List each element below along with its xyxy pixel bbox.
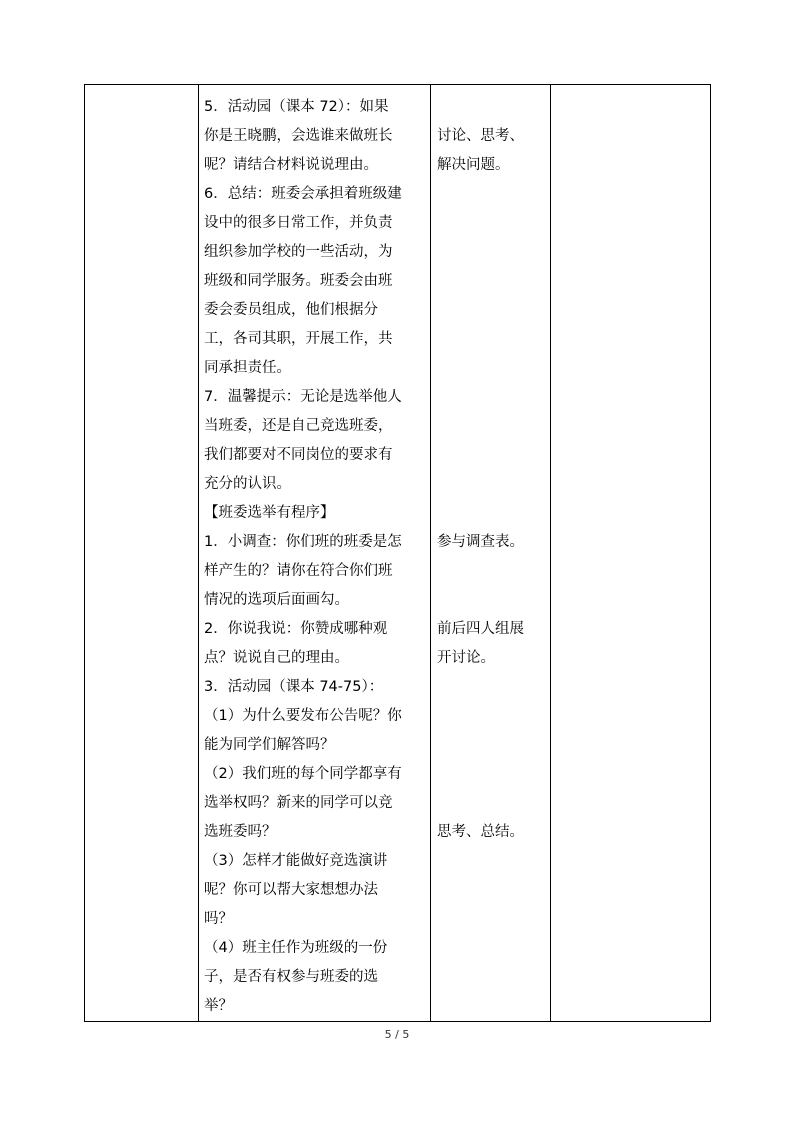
- content-line: 你是王晓鹏，会选谁来做班长: [204, 128, 393, 144]
- activity-line: [437, 441, 547, 470]
- activity-line: 讨论、思考、: [437, 128, 524, 144]
- activity-line: 思考、总结。: [437, 824, 524, 840]
- activity-line: [437, 499, 547, 528]
- content-line: （3）怎样才能做好竞选演讲: [204, 853, 388, 869]
- activity-line: [437, 789, 547, 818]
- content-line: 子，是否有权参与班委的选: [204, 969, 378, 985]
- activity-line: [437, 325, 547, 354]
- content-line: 选举权吗？新来的同学可以竞: [204, 795, 393, 811]
- content-line: 点？说说自己的理由。: [204, 650, 349, 666]
- activity-line: [437, 180, 547, 209]
- student-activity-column: [437, 93, 547, 847]
- column-divider: [198, 85, 199, 1021]
- content-line: 工，各司其职，开展工作，共: [204, 331, 393, 347]
- content-line: 2．你说我说：你赞成哪种观: [204, 621, 388, 637]
- content-line: 充分的认识。: [204, 476, 291, 492]
- activity-line: 前后四人组展: [437, 621, 524, 637]
- activity-line: [437, 383, 547, 412]
- content-line: 5．活动园（课本 72）：如果: [204, 99, 389, 115]
- content-line: 7．温馨提示：无论是选举他人: [204, 389, 402, 405]
- activity-line: [437, 586, 547, 615]
- content-line: 样产生的？请你在符合你们班: [204, 563, 393, 579]
- activity-line: [437, 470, 547, 499]
- activity-line: [437, 267, 547, 296]
- content-line: （4）班主任作为班级的一份: [204, 940, 388, 956]
- page-number: 5 / 5: [384, 1028, 410, 1041]
- activity-line: [437, 209, 547, 238]
- content-line: 3．活动园（课本 74-75）：: [204, 679, 384, 695]
- content-line: 组织参加学校的一些活动，为: [204, 244, 393, 260]
- content-line: 当班委，还是自己竞选班委，: [204, 418, 393, 434]
- content-line: 举？: [204, 998, 233, 1014]
- content-line: （1）为什么要发布公告呢？你: [204, 708, 402, 724]
- content-line: 设中的很多日常工作，并负责: [204, 215, 393, 231]
- activity-line: [437, 673, 547, 702]
- content-line: （2）我们班的每个同学都享有: [204, 766, 402, 782]
- activity-line: 参与调查表。: [437, 534, 524, 550]
- activity-line: [437, 412, 547, 441]
- column-divider: [550, 85, 551, 1021]
- activity-line: [437, 93, 547, 122]
- activity-line: [437, 296, 547, 325]
- activity-line: 开讨论。: [437, 650, 495, 666]
- activity-line: [437, 557, 547, 586]
- content-line: 1．小调查：你们班的班委是怎: [204, 534, 402, 550]
- content-line: 吗？: [204, 911, 233, 927]
- teaching-content-column: [204, 93, 426, 1021]
- section-heading: 【班委选举有程序】: [204, 505, 335, 521]
- activity-line: [437, 238, 547, 267]
- activity-line: 解决问题。: [437, 157, 510, 173]
- lesson-table: [84, 84, 711, 1022]
- activity-line: [437, 760, 547, 789]
- activity-line: [437, 731, 547, 760]
- content-line: 选班委吗？: [204, 824, 277, 840]
- content-line: 呢？请结合材料说说理由。: [204, 157, 378, 173]
- activity-line: [437, 702, 547, 731]
- content-line: 能为同学们解答吗？: [204, 737, 335, 753]
- content-line: 呢？你可以帮大家想想办法: [204, 882, 378, 898]
- content-line: 6．总结：班委会承担着班级建: [204, 186, 402, 202]
- activity-line: [437, 354, 547, 383]
- content-line: 我们都要对不同岗位的要求有: [204, 447, 393, 463]
- content-line: 情况的选项后面画勾。: [204, 592, 349, 608]
- content-line: 班级和同学服务。班委会由班: [204, 273, 393, 289]
- column-divider: [430, 85, 431, 1021]
- content-line: 委会委员组成，他们根据分: [204, 302, 378, 318]
- content-line: 同承担责任。: [204, 360, 291, 376]
